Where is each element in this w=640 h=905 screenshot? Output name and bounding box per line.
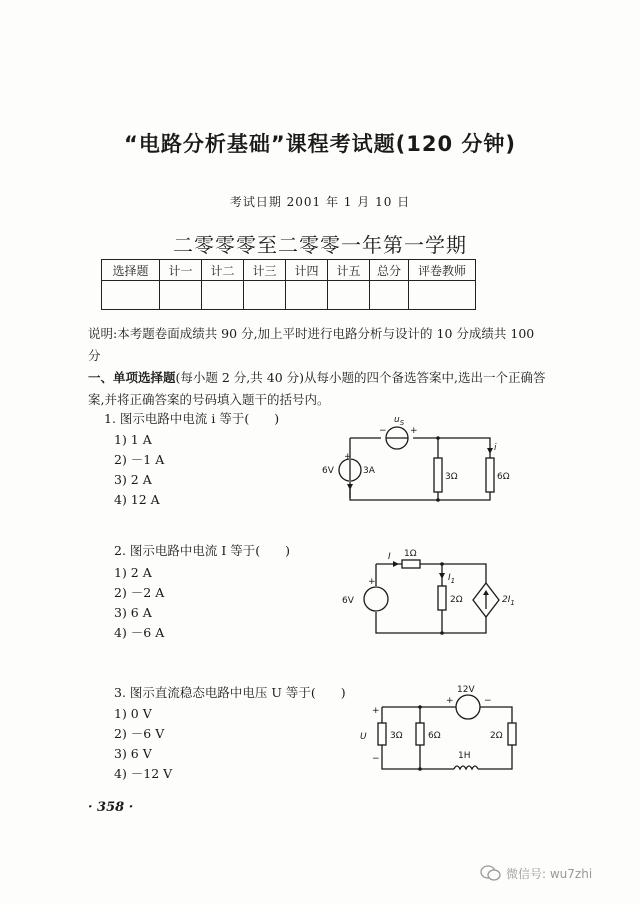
section-text: (每小题 2 分,共 40 分)从每小题的四个备选答案中,选出一个正确答案,并将正确答案的号码填入题干的括号内。 bbox=[88, 370, 546, 407]
score-cell bbox=[202, 281, 244, 310]
circuit-1-diagram bbox=[318, 412, 518, 512]
score-header-cell: 计一 bbox=[160, 260, 202, 281]
option: 1) 0 V bbox=[114, 706, 152, 721]
circuit-3-diagram bbox=[356, 683, 526, 775]
score-cell bbox=[328, 281, 370, 310]
option: 1) 2 A bbox=[114, 565, 152, 580]
option: 3) 6 A bbox=[114, 605, 152, 620]
label-plus: + bbox=[446, 696, 454, 706]
label-minus: − bbox=[484, 696, 492, 706]
score-header-cell: 计二 bbox=[202, 260, 244, 281]
option: 3) 6 V bbox=[114, 746, 152, 761]
exam-title: “电路分析基础”课程考试题(120 分钟) bbox=[124, 132, 516, 156]
circuit-2-diagram bbox=[340, 546, 520, 638]
score-header-cell: 计五 bbox=[328, 260, 370, 281]
label-U: U bbox=[360, 732, 367, 742]
question-2-options bbox=[114, 563, 164, 643]
question-2-stem: 2. 图示电路中电流 I 等于( ) bbox=[114, 543, 291, 558]
label-2ohm: 2Ω bbox=[490, 731, 503, 741]
label-us: $u_S$ bbox=[394, 415, 405, 427]
label-1ohm: 1Ω bbox=[404, 549, 417, 559]
score-table bbox=[101, 259, 476, 310]
label-1h: 1H bbox=[458, 751, 471, 761]
question-1-options bbox=[114, 430, 164, 510]
label-6v: 6V bbox=[322, 466, 334, 476]
wechat-icon bbox=[480, 864, 502, 882]
option: 4) －12 V bbox=[114, 766, 173, 781]
option: 2) －2 A bbox=[114, 585, 165, 600]
label-2I1: $2I_1$ bbox=[502, 595, 515, 607]
exam-term: 二零零零至二零零一年第一学期 bbox=[173, 233, 467, 257]
score-table-blank-row bbox=[102, 281, 476, 310]
label-I1: $I_1$ bbox=[448, 573, 456, 585]
score-header-cell: 计三 bbox=[244, 260, 286, 281]
label-i: i bbox=[494, 443, 497, 453]
watermark bbox=[480, 864, 592, 882]
score-header-cell: 计四 bbox=[286, 260, 328, 281]
score-cell bbox=[244, 281, 286, 310]
label-minus-u: − bbox=[372, 754, 380, 764]
score-cell bbox=[286, 281, 328, 310]
section-heading: 一、单项选择题 bbox=[88, 370, 176, 385]
label-12v: 12V bbox=[457, 685, 475, 695]
label-minus: − bbox=[379, 426, 387, 436]
label-2ohm: 2Ω bbox=[450, 595, 463, 605]
exam-date: 考试日期 2001 年 1 月 10 日 bbox=[229, 195, 411, 209]
option: 1) 1 A bbox=[114, 432, 152, 447]
question-3-options bbox=[114, 704, 172, 784]
label-6v: 6V bbox=[342, 596, 354, 606]
option: 2) －1 A bbox=[114, 452, 165, 467]
label-plus: + bbox=[410, 426, 418, 436]
score-header-cell: 评卷教师 bbox=[409, 260, 476, 281]
watermark-text: 微信号: wu7zhi bbox=[506, 866, 593, 881]
option: 3) 2 A bbox=[114, 472, 152, 487]
score-cell bbox=[370, 281, 409, 310]
option: 2) －6 V bbox=[114, 726, 165, 741]
label-plus-u: + bbox=[372, 706, 380, 716]
option: 4) 12 A bbox=[114, 492, 160, 507]
question-3-stem: 3. 图示直流稳态电路中电压 U 等于( ) bbox=[114, 685, 346, 700]
score-cell bbox=[102, 281, 160, 310]
question-1-stem: 1. 图示电路中电流 i 等于( ) bbox=[104, 411, 280, 426]
label-plus-left: + bbox=[344, 452, 352, 462]
score-header-cell: 总分 bbox=[370, 260, 409, 281]
score-cell bbox=[160, 281, 202, 310]
label-6ohm: 6Ω bbox=[428, 731, 441, 741]
label-I: I bbox=[388, 552, 391, 562]
option: 4) －6 A bbox=[114, 625, 165, 640]
label-plus: + bbox=[368, 577, 376, 587]
exam-note: 说明:本考题卷面成绩共 90 分,加上平时进行电路分析与设计的 10 分成绩共 100 分 bbox=[88, 326, 535, 363]
label-3a: 3A bbox=[363, 466, 375, 476]
page-number: · 358 · bbox=[88, 800, 134, 815]
score-cell bbox=[409, 281, 476, 310]
label-3ohm: 3Ω bbox=[445, 472, 458, 482]
label-6ohm: 6Ω bbox=[497, 472, 510, 482]
score-header-cell: 选择题 bbox=[102, 260, 160, 281]
section-intro bbox=[88, 367, 548, 411]
label-3ohm: 3Ω bbox=[390, 731, 403, 741]
score-table-header-row bbox=[102, 260, 476, 281]
